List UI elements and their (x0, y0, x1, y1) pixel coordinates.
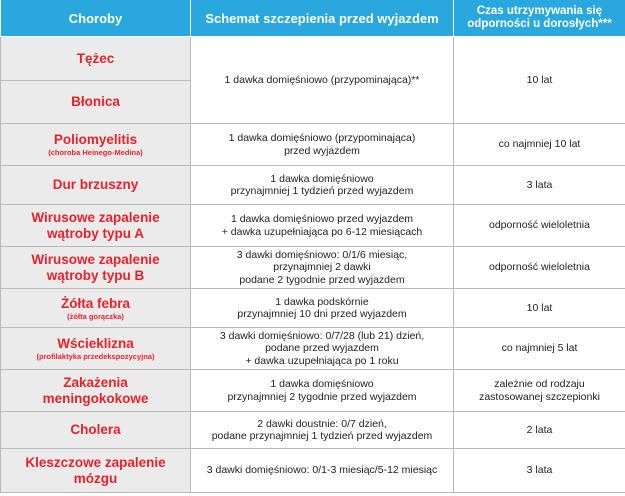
duration-line: zastosowanej szczepionki (479, 390, 600, 403)
table-row (1, 37, 625, 81)
duration-cell (454, 247, 625, 289)
disease-name: Cholera (70, 422, 121, 437)
duration-cell (454, 412, 625, 449)
disease-name-line: wątroby typu B (46, 267, 145, 283)
duration-line: 2 lata (526, 423, 553, 436)
schedule-line: 1 dawka domięśniowo (przypominająca)** (224, 73, 420, 86)
disease-cell (1, 328, 191, 370)
table-row (1, 412, 625, 449)
table-row (1, 247, 625, 289)
schedule-line: przynajmniej 2 tygodnie przed wyjazdem (227, 390, 417, 403)
schedule-line: podane 2 tygodnie przed wyjazdem (239, 273, 405, 286)
duration-cell (454, 166, 625, 205)
disease-name-line: Zakażenia (63, 374, 128, 390)
duration-line: odporność wieloletnia (489, 219, 590, 232)
schedule-line: 3 dawki domięśniowo: 0/1/6 miesiąc, (236, 248, 408, 261)
schedule-cell (191, 289, 454, 328)
duration-cell (454, 328, 625, 370)
duration-line: 3 lata (526, 178, 553, 191)
table-row (1, 370, 625, 412)
schedule-cell (191, 328, 454, 370)
disease-cell (1, 37, 191, 81)
duration-cell (454, 37, 625, 124)
disease-name-line: wątroby typu A (46, 225, 144, 241)
duration-line: zależnie od rodzaju (494, 378, 585, 390)
schedule-line: przynajmniej 10 dni przed wyjazdem (237, 308, 407, 320)
disease-name: Tężec (76, 50, 115, 66)
disease-name: Żółta febra (60, 295, 130, 311)
schedule-line: 1 dawka podskórnie (275, 295, 369, 308)
schedule-line: podane przynajmniej 1 tydzień przed wyjazdem (211, 430, 433, 442)
header-schedule: Schemat szczepienia przed wyjazdem (191, 0, 454, 37)
duration-line: 10 lat (526, 301, 553, 314)
schedule-line: + dawka uzupełniająca po 1 roku (245, 354, 399, 367)
schedule-line: 1 dawka domięśniowo przed wyjazdem (230, 213, 414, 225)
table-body (1, 37, 625, 493)
disease-cell (1, 205, 191, 247)
disease-name-line: Wirusowe zapalenie (31, 209, 160, 225)
disease-cell (1, 166, 191, 205)
duration-line: 3 lata (526, 464, 553, 477)
table-row (1, 166, 625, 205)
duration-cell (454, 289, 625, 328)
duration-line: odporność wieloletnia (489, 261, 590, 274)
schedule-line: przed wyjazdem (284, 144, 360, 157)
disease-name: Błonica (71, 94, 120, 109)
duration-cell (454, 370, 625, 412)
disease-cell (1, 370, 191, 412)
schedule-line: + dawka uzupełniająca po 6-12 miesiącach (221, 225, 423, 238)
disease-subtitle: (choroba Heinego-Medina) (48, 148, 143, 157)
disease-cell (1, 289, 191, 328)
disease-subtitle: (profilaktyka przedekspozycyjna) (36, 352, 155, 361)
schedule-line: 1 dawka domięśniowo (270, 378, 374, 390)
duration-line: co najmniej 5 lat (501, 342, 578, 355)
disease-cell (1, 81, 191, 124)
schedule-cell (191, 205, 454, 247)
header-immunity-line-1: Czas utrzymywania się (476, 5, 603, 17)
disease-name-line: Kleszczowe zapalenie (25, 454, 166, 470)
schedule-line: 3 dawki domięśniowo: 0/7/28 (lub 21) dzień, (219, 329, 425, 342)
schedule-line: 1 dawka domięśniowo (przypominająca) (228, 132, 416, 144)
disease-subtitle: (żółta gorączka) (67, 311, 124, 321)
table-row (1, 205, 625, 247)
schedule-cell (191, 166, 454, 205)
schedule-line: podane przed wyjazdem (265, 342, 379, 355)
table-row (1, 289, 625, 328)
schedule-cell (191, 412, 454, 449)
schedule-cell (191, 247, 454, 289)
schedule-line: przynajmniej 1 tydzień przed wyjazdem (230, 185, 414, 197)
disease-cell (1, 412, 191, 449)
table-row (1, 124, 625, 166)
header-immunity-duration (454, 0, 625, 37)
table-header (1, 0, 625, 37)
table-row (1, 328, 625, 370)
disease-cell (1, 247, 191, 289)
disease-name: Dur brzuszny (52, 177, 139, 192)
schedule-cell (191, 37, 454, 124)
schedule-line: 2 dawki doustnie: 0/7 dzień, (257, 417, 387, 430)
disease-name-line: meningokokowe (42, 390, 149, 406)
schedule-line: przynajmniej 2 dawki (273, 261, 371, 274)
schedule-cell (191, 449, 454, 493)
disease-cell (1, 124, 191, 166)
disease-name: Wścieklizna (57, 336, 134, 351)
duration-cell (454, 205, 625, 247)
duration-line: 10 lat (526, 73, 553, 86)
disease-name: Poliomyelitis (53, 132, 138, 147)
disease-name-line: Wirusowe zapalenie (31, 251, 160, 267)
schedule-line: 3 dawki domięśniowo: 0/1-3 miesiąc/5-12 miesiąc (206, 464, 438, 477)
duration-line: co najmniej 10 lat (498, 138, 581, 151)
header-diseases: Choroby (1, 0, 191, 37)
duration-cell (454, 449, 625, 493)
schedule-line: 1 dawka domięśniowo (270, 172, 374, 185)
duration-cell (454, 124, 625, 166)
table-row (1, 449, 625, 493)
schedule-cell (191, 370, 454, 412)
schedule-cell (191, 124, 454, 166)
header-immunity-line-2: odporności u dorosłych*** (467, 18, 612, 30)
disease-cell (1, 449, 191, 493)
disease-name-line: mózgu (73, 470, 118, 486)
